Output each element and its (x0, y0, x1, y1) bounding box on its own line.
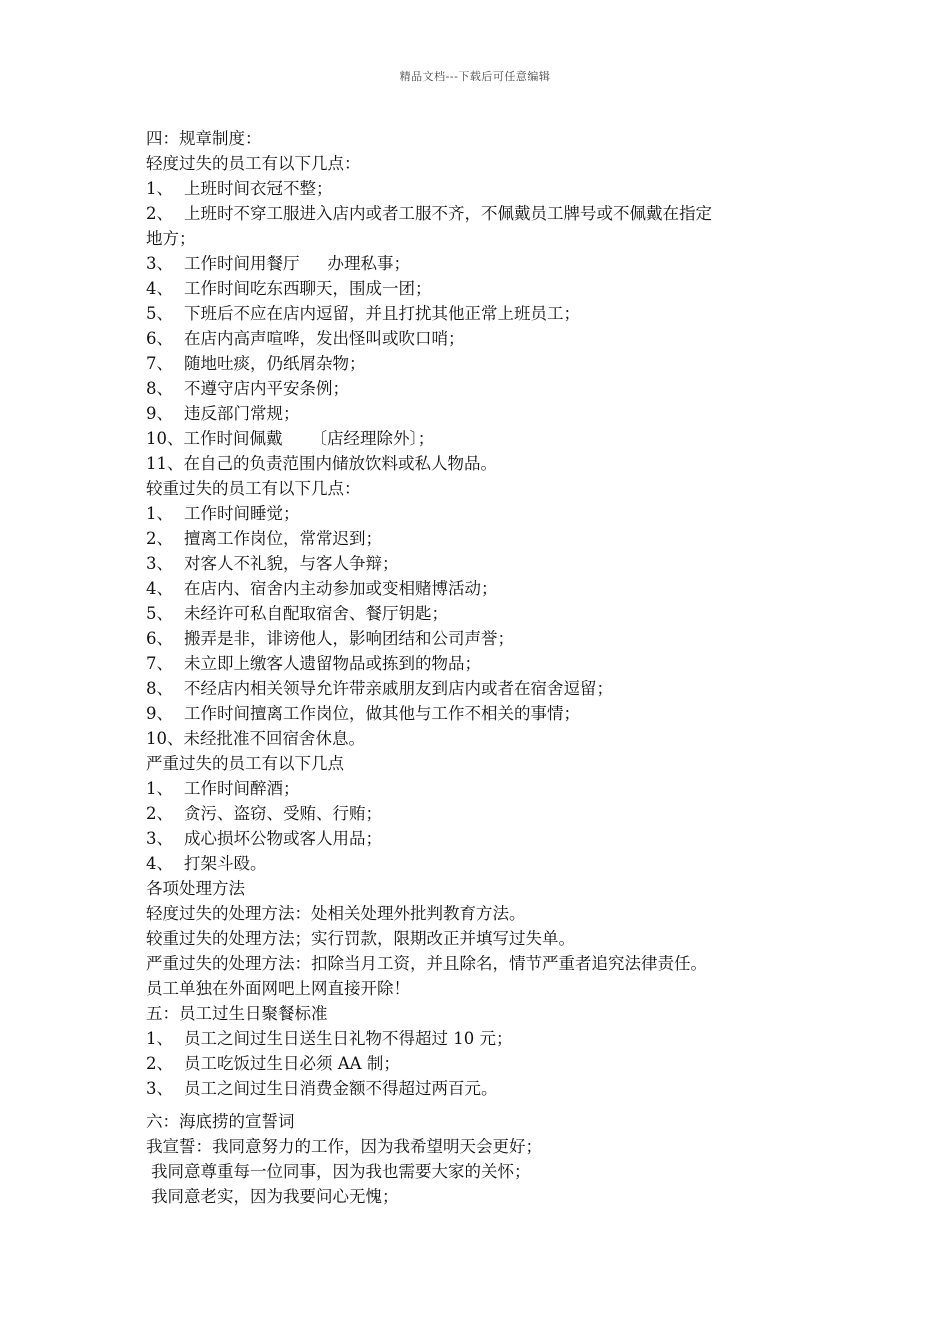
text-line (146, 326, 826, 351)
item-number: 1、 (146, 179, 173, 198)
text-line (146, 451, 826, 476)
item-text: 下班后不应在店内逗留，并且打扰其他正常上班员工； (184, 304, 580, 323)
item-text: 不遵守店内平安条例； (184, 379, 349, 398)
text-line (146, 501, 826, 526)
item-number: 7、 (146, 654, 173, 673)
item-text: 对客人不礼貌，与客人争辩； (184, 554, 399, 573)
text-line (146, 476, 826, 501)
item-text: 轻度过失的处理方法：处相关处理外批判教育方法。 (146, 904, 526, 923)
item-number: 11、 (146, 454, 184, 473)
item-number: 5、 (146, 304, 173, 323)
text-line (146, 701, 826, 726)
text-line (146, 151, 826, 176)
item-text: 六：海底捞的宣誓词 (146, 1112, 295, 1131)
item-number: 4、 (146, 854, 173, 873)
text-line (146, 1051, 826, 1076)
text-line (146, 1109, 826, 1134)
item-text: 各项处理方法 (146, 879, 245, 898)
item-number: 3、 (146, 554, 173, 573)
item-text: 打架斗殴。 (184, 854, 267, 873)
item-text-continued: 办理私事； (327, 254, 410, 273)
item-number: 5、 (146, 604, 173, 623)
item-text: 工作时间醉酒； (184, 779, 300, 798)
item-text: 较重过失的处理方法；实行罚款，限期改正并填写过失单。 (146, 929, 575, 948)
item-text: 成心损坏公物或客人用品； (184, 829, 382, 848)
item-text: 工作时间擅离工作岗位，做其他与工作不相关的事情； (184, 704, 580, 723)
item-number: 8、 (146, 379, 173, 398)
item-text: 上班时间衣冠不整； (184, 179, 333, 198)
item-number: 2、 (146, 529, 173, 548)
text-line (146, 1076, 826, 1101)
text-line (146, 226, 826, 251)
item-text: 我同意老实，因为我要问心无愧； (151, 1187, 399, 1206)
document-body (146, 126, 826, 1209)
item-number: 4、 (146, 279, 173, 298)
item-text: 较重过失的员工有以下几点： (146, 479, 361, 498)
text-line (146, 851, 826, 876)
text-line (146, 351, 826, 376)
text-line (146, 826, 826, 851)
item-number: 3、 (146, 1079, 173, 1098)
item-text: 严重过失的处理方法：扣除当月工资，并且除名，情节严重者追究法律责任。 (146, 954, 707, 973)
item-text: 未经批准不回宿舍休息。 (183, 729, 365, 748)
item-text: 在店内高声喧哗，发出怪叫或吹口哨； (184, 329, 465, 348)
item-text: 未立即上缴客人遗留物品或拣到的物品； (184, 654, 481, 673)
text-line (146, 951, 826, 976)
text-line (146, 801, 826, 826)
item-text: 员工吃饭过生日必须 AA 制； (184, 1054, 400, 1073)
text-line (146, 751, 826, 776)
item-text: 违反部门常规； (184, 404, 300, 423)
text-line (146, 626, 826, 651)
text-line (146, 1159, 826, 1184)
item-text: 工作时间用餐厅 (184, 254, 300, 273)
item-text: 贪污、盗窃、受贿、行贿； (184, 804, 382, 823)
item-number: 3、 (146, 829, 173, 848)
item-number: 2、 (146, 204, 173, 223)
text-line (146, 426, 826, 451)
text-line (146, 876, 826, 901)
text-line (146, 901, 826, 926)
text-line (146, 726, 826, 751)
text-line (146, 251, 826, 276)
item-text: 我宣誓：我同意努力的工作，因为我希望明天会更好； (146, 1137, 542, 1156)
item-number: 9、 (146, 404, 173, 423)
text-line (146, 301, 826, 326)
item-text: 在自己的负责范围内储放饮料或私人物品。 (183, 454, 497, 473)
page-header: 精品文档---下载后可任意编辑 (399, 70, 551, 83)
text-line (146, 401, 826, 426)
item-text: 四：规章制度： (146, 129, 262, 148)
text-line (146, 1001, 826, 1026)
item-text: 擅离工作岗位，常常迟到； (184, 529, 382, 548)
item-text: 员工单独在外面网吧上网直接开除！ (146, 979, 410, 998)
text-line (146, 601, 826, 626)
item-number: 6、 (146, 329, 173, 348)
item-text: 五：员工过生日聚餐标准 (146, 1004, 328, 1023)
item-text: 在店内、宿舍内主动参加或变相赌博活动； (184, 579, 498, 598)
item-text: 员工之间过生日消费金额不得超过两百元。 (184, 1079, 498, 1098)
item-text: 严重过失的员工有以下几点 (146, 754, 344, 773)
item-text-continued: 〔店经理除外〕； (310, 429, 435, 448)
item-text: 地方； (146, 229, 196, 248)
item-number: 10、 (146, 429, 184, 448)
item-text: 我同意尊重每一位同事，因为我也需要大家的关怀； (151, 1162, 531, 1181)
item-number: 2、 (146, 1054, 173, 1073)
item-number: 8、 (146, 679, 173, 698)
item-text: 员工之间过生日送生日礼物不得超过 10 元； (184, 1029, 513, 1048)
item-number: 1、 (146, 1029, 173, 1048)
text-line (146, 1134, 826, 1159)
text-line (146, 776, 826, 801)
item-text: 工作时间佩戴 (183, 429, 283, 448)
text-line (146, 376, 826, 401)
text-line (146, 976, 826, 1001)
item-number: 4、 (146, 579, 173, 598)
item-text: 未经许可私自配取宿舍、餐厅钥匙； (184, 604, 448, 623)
text-line (146, 526, 826, 551)
item-text: 随地吐痰，仍纸屑杂物； (184, 354, 366, 373)
item-text: 搬弄是非，诽谤他人，影响团结和公司声誉； (184, 629, 514, 648)
text-line (146, 176, 826, 201)
item-number: 10、 (146, 729, 184, 748)
item-number: 2、 (146, 804, 173, 823)
text-line (146, 126, 826, 151)
text-line (146, 576, 826, 601)
item-number: 7、 (146, 354, 173, 373)
item-text: 轻度过失的员工有以下几点： (146, 154, 361, 173)
item-number: 1、 (146, 779, 173, 798)
item-text: 工作时间睡觉； (184, 504, 300, 523)
text-line (146, 676, 826, 701)
text-line (146, 276, 826, 301)
item-text: 工作时间吃东西聊天，围成一团； (184, 279, 432, 298)
text-line (146, 1026, 826, 1051)
text-line (146, 201, 826, 226)
item-number: 9、 (146, 704, 173, 723)
text-line (146, 926, 826, 951)
text-line (146, 651, 826, 676)
item-text: 不经店内相关领导允许带亲戚朋友到店内或者在宿舍逗留； (184, 679, 613, 698)
text-line (146, 1184, 826, 1209)
item-number: 3、 (146, 254, 173, 273)
item-text: 上班时不穿工服进入店内或者工服不齐，不佩戴员工牌号或不佩戴在指定 (184, 204, 712, 223)
item-number: 1、 (146, 504, 173, 523)
item-number: 6、 (146, 629, 173, 648)
text-line (146, 551, 826, 576)
